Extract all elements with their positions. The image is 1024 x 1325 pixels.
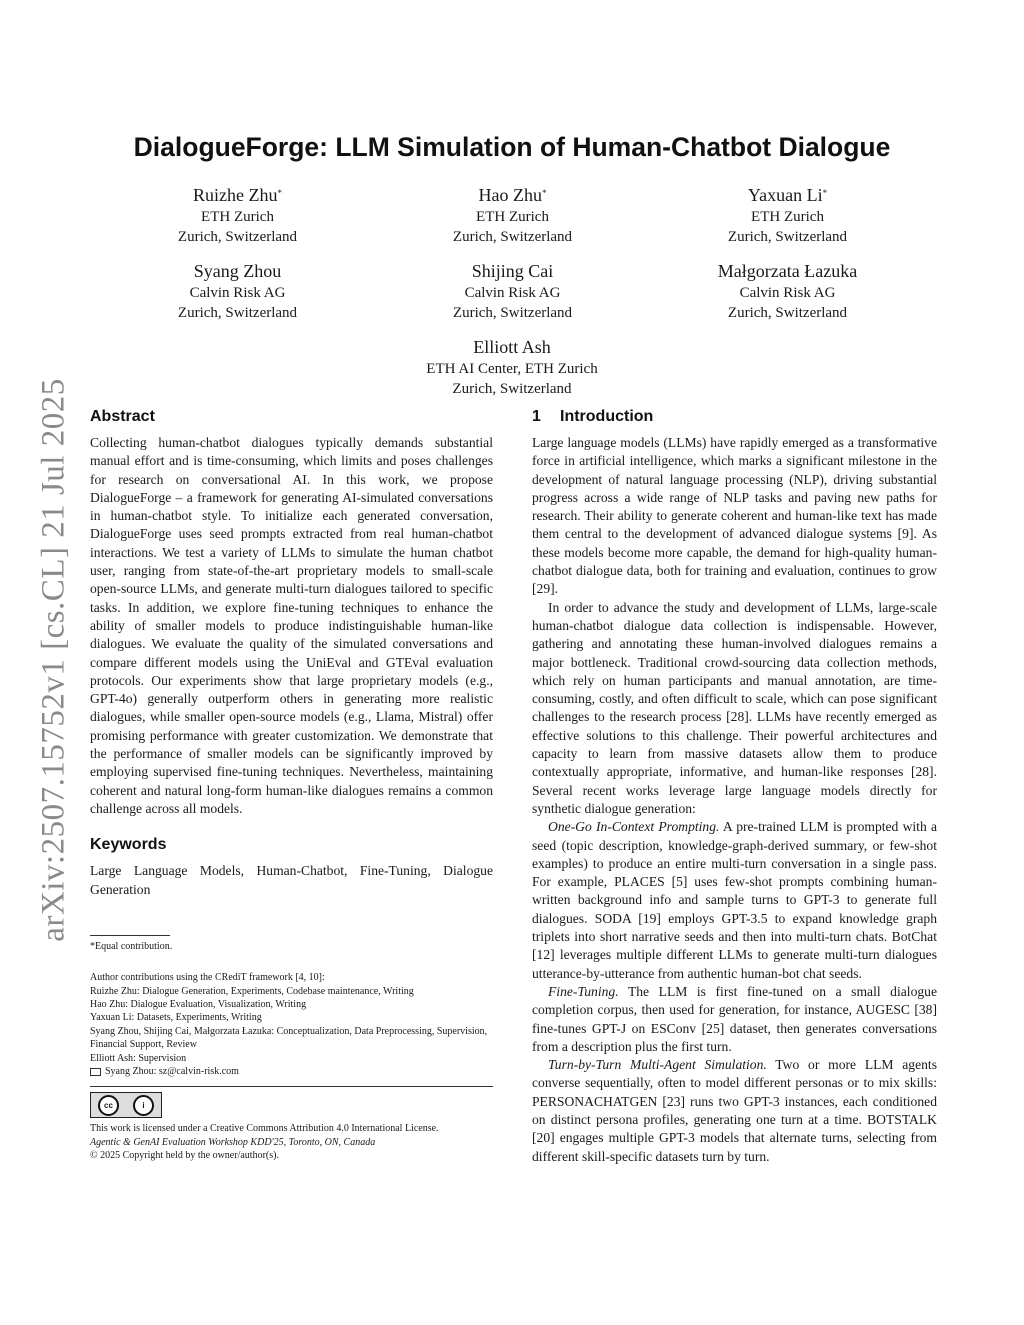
cc-icon: cc <box>98 1095 119 1116</box>
author-name: Shijing Cai <box>471 261 554 281</box>
contribution-statement <box>90 971 493 1078</box>
abstract-heading: Abstract <box>90 408 155 425</box>
intro-paragraph: Turn-by-Turn Multi-Agent Simulation. Two or more LLM agents converse sequentially, often to model different personas or to mix skills: PERSONACHATGEN [23] runs two GPT-3 instances, each conditioned on distinct persona profiles, generating one turn at a time. BOTSTALK [20] engages multiple GPT-3 models that alternate turns, selecting from different skill-specific datasets turn by turn. <box>532 1057 937 1164</box>
contribution-line: Author contributions using the CRediT framework [4, 10]: <box>90 972 325 984</box>
author-name: Yaxuan Li* <box>747 185 828 205</box>
footnote-rule <box>90 935 170 936</box>
paper-title: DialogueForge: LLM Simulation of Human-Chatbot Dialogue <box>133 132 891 162</box>
author-block <box>650 259 925 323</box>
keywords-text: Large Language Models, Human-Chatbot, Fine-Tuning, Dialogue Generation <box>90 863 493 897</box>
attribution-icon: i <box>133 1095 154 1116</box>
author-affiliation: ETH Zurich <box>476 209 549 225</box>
equal-contribution-mark: * <box>822 188 828 198</box>
intro-paragraph: Fine-Tuning. The LLM is first fine-tuned on a small dialogue completion corpus, then used for generation, for instance, AUGESC [38] fine-tunes GPT-J on ESConv [25] dataset, then generates conversations from a description plus the first turn. <box>532 983 937 1054</box>
paragraph-lead: One-Go In-Context Prompting. <box>548 819 720 835</box>
author-name: Elliott Ash <box>473 337 551 357</box>
abstract-text: Collecting human-chatbot dialogues typically demands substantial manual effort and is time-consuming, which limits and poses challenges for research on conversational AI. In this work, we propose DialogueForge – a framework for generating AI-simulated conversations in human-chatbot style. To initialize each generated conversation, DialogueForge uses seed prompts extracted from real human-chatbot interactions. We test a variety of LLMs to simulate the human chatbot user, ranging from state-of-the-art proprietary models to small-scale open-source LLMs, and generate multi-turn dialogues tailored to specific tasks. In addition, we explore fine-tuning techniques to enhance the ability of smaller models to produce indistinguishable human-like dialogues. We evaluate the quality of the simulated conversations and compare different models using the UniEval and GTEval evaluation protocols. Our experiments show that large proprietary models (e.g., GPT-4o) generally outperform others in generating more realistic dialogues, while smaller open-source models (e.g., Llama, Mistral) offer promising performance with greater customization. We demonstrate that the performance of smaller models can be significantly improved by employing supervised fine-tuning techniques. Nevertheless, maintaining coherent and natural long-form human-like dialogues remains a common challenge across all models. <box>90 435 493 816</box>
section-number: 1 <box>532 408 541 425</box>
intro-paragraph: Large language models (LLMs) have rapidly emerged as a transformative force in artificial intelligence, which marks a significant milestone in the development of natural language processing (NLP), driving substantial progress across a wide range of NLP tasks and paving new paths for research. Their ability to generate coherent and human-like text has made them central to the development of advanced dialogue systems [9]. As these models become more capable, the demand for high-quality human-chatbot dialogue data, both for training and evaluation, continues to grow [29]. <box>532 435 937 597</box>
contribution-line: Hao Zhu: Dialogue Evaluation, Visualization, Writing <box>90 999 307 1011</box>
contribution-line: Elliott Ash: Supervision <box>90 1052 187 1064</box>
left-column <box>90 408 493 1163</box>
author-block <box>375 259 650 323</box>
author-affiliation: ETH Zurich <box>201 209 274 225</box>
contact-email-row <box>90 1065 493 1078</box>
envelope-icon <box>90 1068 101 1076</box>
paragraph-lead: Turn-by-Turn Multi-Agent Simulation. <box>548 1057 767 1073</box>
author-name: Małgorzata Łazuka <box>717 261 858 281</box>
section-title: Introduction <box>560 408 654 425</box>
author-location: Zurich, Switzerland <box>452 305 573 321</box>
author-grid <box>100 183 925 323</box>
equal-contribution-note: *Equal contribution. <box>90 940 173 952</box>
contribution-line: Syang Zhou, Shijing Cai, Małgorzata Łazuka: Conceptualization, Data Preprocessing, Supervision, Financial Support, Review <box>90 1025 488 1051</box>
author-affiliation: Calvin Risk AG <box>464 285 561 301</box>
license-text: This work is licensed under a Creative Commons Attribution 4.0 International License. <box>90 1123 439 1135</box>
intro-paragraph: In order to advance the study and development of LLMs, large-scale human-chatbot dialogue data collection is indispensable. However, gathering and annotating these human-involved dialogues remains a major bottleneck. Traditional crowd-sourcing data collection methods, which rely on human participants and manual annotation, are time-consuming, costly, and often difficult to scale, which can pose significant challenges to the research process [28]. LLMs have recently emerged as effective solutions to this challenge. Their powerful architectures and capacity to learn from massive datasets allow them to produce contextually appropriate, informative, and human-like responses [28]. Several recent works leverage large language models directly for synthetic dialogue generation: <box>532 599 937 816</box>
right-column <box>532 408 937 1166</box>
author-location: Zurich, Switzerland <box>177 229 298 245</box>
author-block <box>650 183 925 247</box>
equal-contribution-mark: * <box>277 188 282 198</box>
arxiv-identifier: arXiv:2507.15752v1 [cs.CL] 21 Jul 2025 <box>35 378 72 942</box>
author-block <box>100 259 375 323</box>
author-location: Zurich, Switzerland <box>727 305 848 321</box>
keywords-heading: Keywords <box>90 836 167 854</box>
author-affiliation: Calvin Risk AG <box>189 285 286 301</box>
author-name: Hao Zhu* <box>478 185 547 205</box>
cc-by-license-badge[interactable] <box>90 1092 162 1118</box>
author-location: Zurich, Switzerland <box>452 381 572 397</box>
contribution-line: Ruizhe Zhu: Dialogue Generation, Experiments, Codebase maintenance, Writing <box>90 985 414 997</box>
copyright-text: © 2025 Copyright held by the owner/author(s). <box>90 1150 279 1162</box>
author-block <box>375 183 650 247</box>
author-affiliation: Calvin Risk AG <box>739 285 836 301</box>
author-block <box>0 335 1024 399</box>
paragraph-lead: Fine-Tuning. <box>548 983 619 999</box>
author-name: Syang Zhou <box>193 261 282 281</box>
introduction-heading <box>532 408 937 426</box>
author-affiliation: ETH Zurich <box>751 209 824 225</box>
author-location: Zurich, Switzerland <box>177 305 298 321</box>
contribution-line: Yaxuan Li: Datasets, Experiments, Writing <box>90 1012 262 1024</box>
author-block <box>100 183 375 247</box>
contact-email[interactable]: Syang Zhou: sz@calvin-risk.com <box>105 1066 239 1078</box>
intro-paragraph: One-Go In-Context Prompting. A pre-trained LLM is prompted with a seed (topic description, knowledge-graph-derived summary, or few-shot examples) to produce an entire multi-turn conversation in a single pass. For example, PLACES [5] uses few-shot prompts combining human-written background info and sample turns to GPT-3 to generate full dialogues. SODA [19] employs GPT-3.5 to expand knowledge graph triplets into short narrative seeds and then into multi-turn chats. BotChat [12] leverages multiple different LLMs to generate multi-turn dialogues utterance-by-utterance from authentic human-bot chat seeds. <box>532 819 937 981</box>
author-affiliation: ETH AI Center, ETH Zurich <box>426 361 598 377</box>
venue-text: Agentic & GenAI Evaluation Workshop KDD'25, Toronto, ON, Canada <box>90 1136 376 1148</box>
author-name: Ruizhe Zhu* <box>193 185 282 205</box>
author-location: Zurich, Switzerland <box>727 229 848 245</box>
license-rule <box>90 1086 493 1087</box>
author-location: Zurich, Switzerland <box>452 229 573 245</box>
equal-contribution-mark: * <box>541 188 547 198</box>
